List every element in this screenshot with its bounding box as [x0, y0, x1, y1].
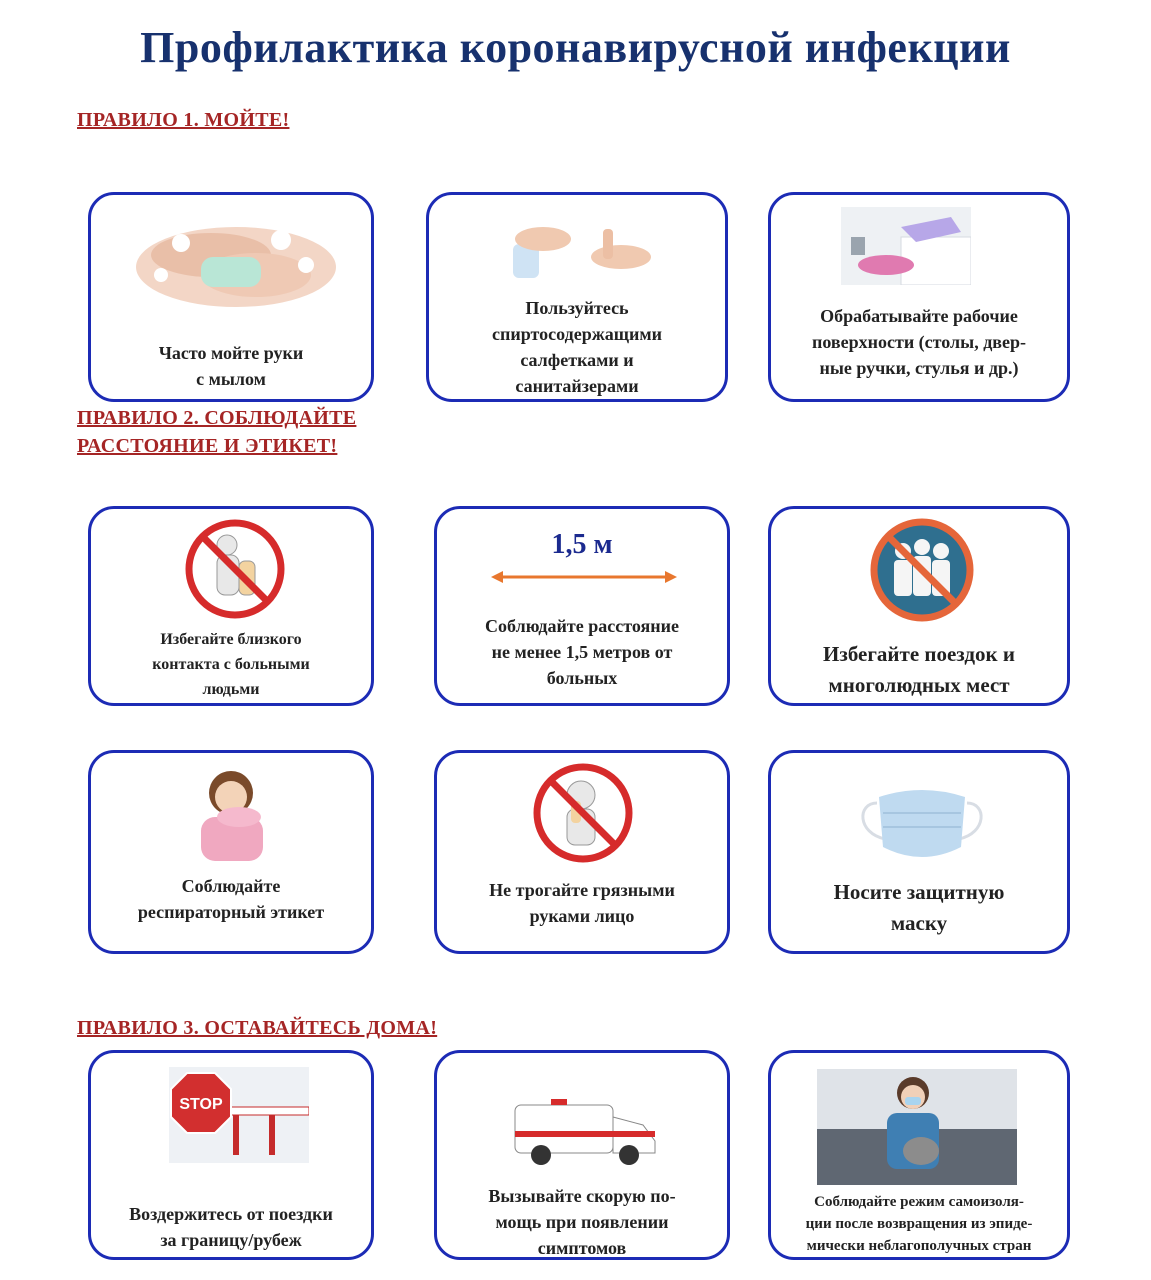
card-border [88, 1050, 374, 1260]
card-wash-hands [88, 192, 374, 402]
rule-3-heading: ПРАВИЛО 3. ОСТАВАЙТЕСЬ ДОМА! [77, 1017, 438, 1039]
card-surfaces [768, 192, 1070, 402]
card-sanitizer-caption: Пользуйтесь спиртосодержащими салфетками и санитайзерами [492, 298, 662, 396]
rule-1-heading: ПРАВИЛО 1. МОЙТЕ! [77, 109, 290, 131]
card-etiquette-caption: Соблюдайте респираторный этикет [137, 876, 325, 922]
card-sanitizer [426, 192, 728, 402]
card-crowds [768, 506, 1070, 706]
rule-2-heading: ПРАВИЛО 2. СОБЛЮДАЙТЕ РАССТОЯНИЕ И ЭТИКЕТ! [77, 407, 357, 457]
soap-hands-icon [131, 205, 341, 315]
card-ambulance [434, 1050, 730, 1260]
card-avoid-contact-caption: Избегайте близкого контакта с больными людьми [152, 631, 310, 698]
cleaning-surface-icon [841, 207, 971, 285]
card-wash-hands-caption: Часто мойте руки с мылом [158, 343, 304, 389]
no-contact-icon [183, 517, 287, 621]
ambulance-icon [511, 1091, 659, 1171]
card-border-caption: Воздержитесь от поездки за границу/рубеж [129, 1204, 333, 1250]
card-etiquette [88, 750, 374, 954]
card-surfaces-caption: Обрабатывайте рабочие поверхности (столы, двер- ные ручки, стулья и др.) [811, 306, 1027, 378]
home-isolation-icon [817, 1069, 1017, 1185]
card-mask-caption: Носите защитную маску [833, 880, 1005, 935]
card-crowds-caption: Избегайте поездок и многолюдных мест [823, 642, 1015, 697]
card-face-caption: Не трогайте грязными руками лицо [489, 880, 675, 926]
distance-value: 1,5 м [551, 529, 613, 560]
no-crowds-icon [869, 517, 975, 623]
card-distance [434, 506, 730, 706]
card-distance-caption: Соблюдайте расстояние не менее 1,5 метров от больных [485, 616, 679, 688]
card-isolation [768, 1050, 1070, 1260]
child-sneezing-icon [191, 765, 277, 861]
card-ambulance-caption: Вызывайте скорую по- мощь при появлении симптомов [488, 1186, 676, 1258]
card-isolation-caption: Соблюдайте режим самоизоля- ции после возвращения из эпиде- мически неблагополучных стран [805, 1194, 1033, 1254]
card-avoid-contact [88, 506, 374, 706]
page-title: Профилактика коронавирусной инфекции [140, 23, 1011, 72]
no-face-touch-icon [531, 761, 635, 865]
face-mask-icon [857, 783, 987, 867]
card-face [434, 750, 730, 954]
sanitizer-hands-icon [503, 209, 663, 289]
double-arrow-icon [489, 567, 679, 587]
card-mask [768, 750, 1070, 954]
stop-sign-text: STOP [179, 1096, 223, 1113]
border-checkpoint-icon [169, 1067, 309, 1163]
